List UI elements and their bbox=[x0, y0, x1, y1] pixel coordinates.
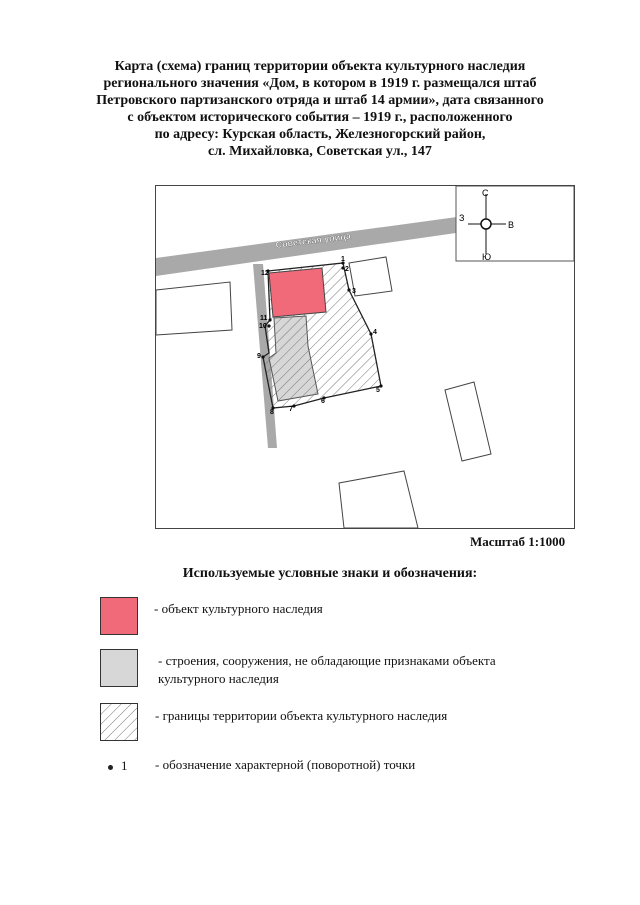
point-label-12: 12 bbox=[261, 270, 269, 277]
legend-heritage-swatch bbox=[100, 597, 138, 635]
map-title bbox=[60, 58, 580, 160]
point-label-10: 10 bbox=[259, 323, 267, 330]
legend-point-dot-icon bbox=[108, 765, 113, 770]
point-3 bbox=[347, 288, 350, 291]
map-frame bbox=[155, 185, 575, 529]
point-label-6: 6 bbox=[321, 398, 325, 405]
legend-buildings-text-1: - строения, сооружения, не обладающие признаками объекта bbox=[158, 653, 496, 668]
legend-territory-hatch bbox=[101, 704, 137, 740]
point-9 bbox=[261, 355, 264, 358]
heritage-object bbox=[269, 268, 326, 317]
point-11 bbox=[268, 318, 271, 321]
compass-north: С bbox=[482, 188, 489, 198]
building-left bbox=[156, 282, 232, 335]
compass-east: В bbox=[508, 220, 515, 230]
compass bbox=[456, 186, 574, 262]
title-line-1: Карта (схема) границ территории объекта культурного наследия bbox=[114, 59, 526, 74]
legend-buildings-text-2: культурного наследия bbox=[158, 671, 279, 686]
point-label-7: 7 bbox=[289, 406, 293, 413]
point-label-5: 5 bbox=[376, 387, 380, 394]
point-label-9: 9 bbox=[257, 353, 261, 360]
point-label-4: 4 bbox=[373, 329, 377, 336]
legend-buildings-swatch bbox=[100, 649, 138, 687]
title-line-4: с объектом исторического события – 1919 г., расположенного bbox=[127, 110, 513, 125]
compass-south: Ю bbox=[482, 252, 492, 262]
legend-point-number: 1 bbox=[121, 758, 128, 773]
title-line-5: по адресу: Курская область, Железногорский район, bbox=[154, 127, 486, 142]
street-label: Советская улица bbox=[275, 230, 352, 250]
point-label-11: 11 bbox=[260, 315, 268, 322]
map-svg bbox=[156, 186, 574, 528]
legend-point-text: - обозначение характерной (поворотной) точки bbox=[155, 757, 416, 772]
point-label-2: 2 bbox=[345, 266, 349, 273]
compass-west: З bbox=[459, 213, 465, 223]
title-line-6: сл. Михайловка, Советская ул., 147 bbox=[208, 144, 432, 159]
building-bottom bbox=[339, 471, 418, 528]
map-scale: Масштаб 1:1000 bbox=[470, 534, 566, 549]
building-right bbox=[445, 382, 491, 461]
point-label-3: 3 bbox=[352, 288, 356, 295]
title-line-2: регионального значения «Дом, в котором в 1919 г. размещался штаб bbox=[103, 76, 537, 91]
title-line-3: Петровского партизанского отряда и штаб 14 армии», дата связанного bbox=[96, 93, 544, 108]
legend-heritage-text: - объект культурного наследия bbox=[154, 601, 323, 616]
legend-territory-swatch bbox=[100, 703, 138, 741]
legend-title: Используемые условные знаки и обозначения: bbox=[182, 566, 478, 581]
legend-territory-text: - границы территории объекта культурного наследия bbox=[155, 708, 448, 723]
compass-center bbox=[481, 219, 491, 229]
point-label-8: 8 bbox=[270, 409, 274, 416]
point-10 bbox=[267, 324, 270, 327]
point-label-1: 1 bbox=[341, 256, 345, 263]
